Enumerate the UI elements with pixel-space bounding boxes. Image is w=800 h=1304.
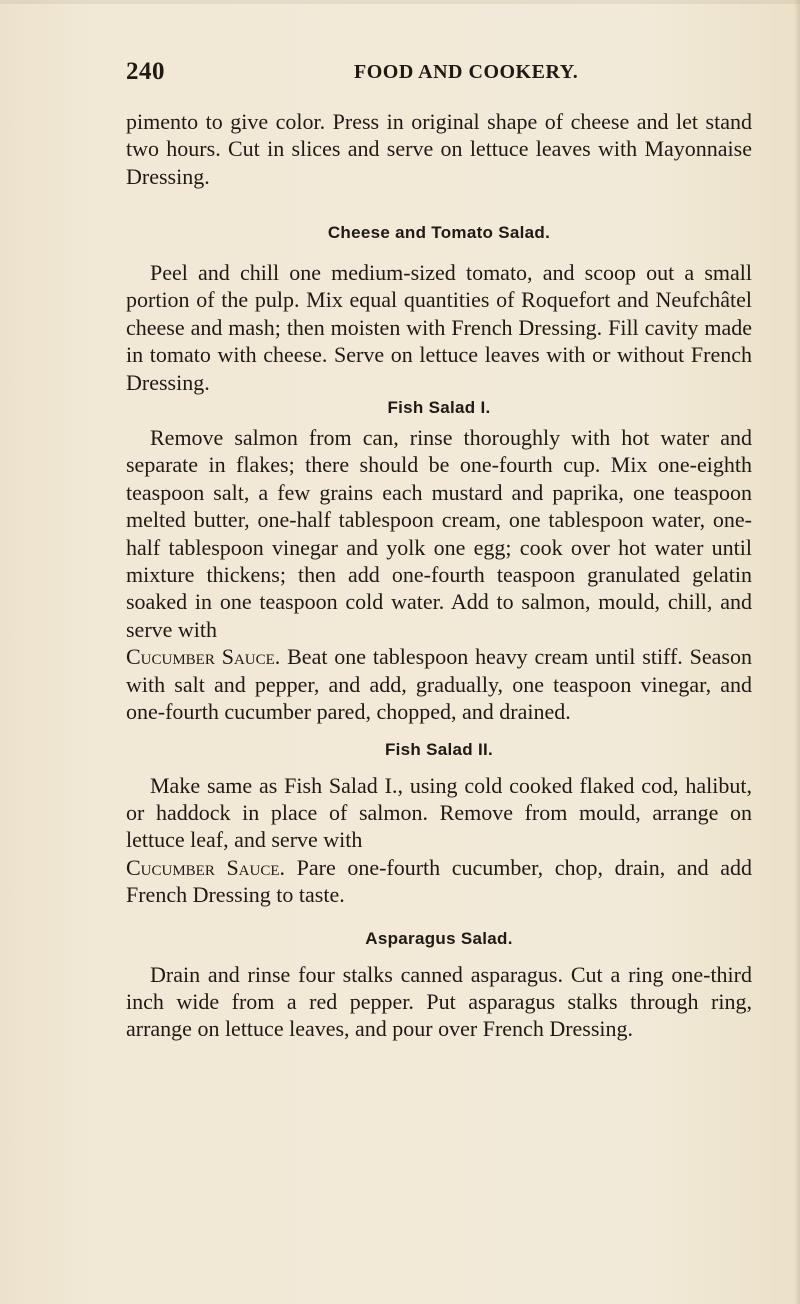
paragraph-fish-salad-2 [126,772,752,909]
fish2-text-a: Make same as Fish Salad I., using cold cooked flaked cod, halibut, or haddock in place of salmon. Remove from mould, arrange on lettuce leaf, and serve with [126,772,752,853]
page-number: 240 [126,58,165,85]
paragraph-cheese-tomato: Peel and chill one medium-sized tomato, and scoop out a small portion of the pulp. Mix equal quantities of Roquefort and Neufchâtel cheese and mash; then moisten with French Dressing. Fill cavity made in tomato with cheese. Serve on lettuce leaves with or without French Dressing. [126,260,752,395]
fish2-cucumber-sauce: Cucumber Sauce. [126,854,286,880]
page-body [126,108,752,1043]
fish1-text-a: Remove salmon from can, rinse thoroughly with hot water and separate in flakes; there should be one-fourth cup. Mix one-eighth teaspoon salt, a few grains each mustard and paprika, one teaspoon melted butter, one-half tablespoon cream, one tablespoon water, one-half tablespoon vinegar and yolk one egg; cook over hot water until mixture thickens; then add one-fourth teaspoon granulated gelatin soaked in one teaspoon cold water. Add to salmon, mould, chill, and serve with [126,425,752,642]
page-header [126,58,746,88]
paragraph-intro: pimento to give color. Press in original shape of cheese and let stand two hours. Cut in slices and serve on lettuce leaves with Mayonnaise Dressing. [126,109,752,189]
heading-cheese-tomato-salad: Cheese and Tomato Salad. [327,223,551,242]
heading-fish-salad-2: Fish Salad II. [384,739,494,759]
page-right-edge-shadow [794,0,800,1304]
paragraph-asparagus: Drain and rinse four stalks canned asparagus. Cut a ring one-third inch wide from a red pepper. Put asparagus stalks through ring, arrange on lettuce leaves, and pour over French Dressing. [126,961,752,1042]
page-top-edge-shadow [0,0,800,4]
heading-asparagus-salad: Asparagus Salad. [365,928,513,948]
running-head: FOOD AND COOKERY. [354,61,579,83]
paragraph-fish-salad-1 [126,424,752,725]
heading-fish-salad-1: Fish Salad I. [387,398,491,418]
fish2-text-b: Pare one-fourth cucumber, chop, drain, and add French Dressing to taste. [126,854,753,908]
fish1-text-b: Beat one tablespoon heavy cream until stiff. Season with salt and pepper, and add, gradually, one teaspoon vinegar, and one-fourth cucumber pared, chopped, and drained. [126,644,752,725]
fish1-cucumber-sauce: Cucumber Sauce. [126,644,281,670]
